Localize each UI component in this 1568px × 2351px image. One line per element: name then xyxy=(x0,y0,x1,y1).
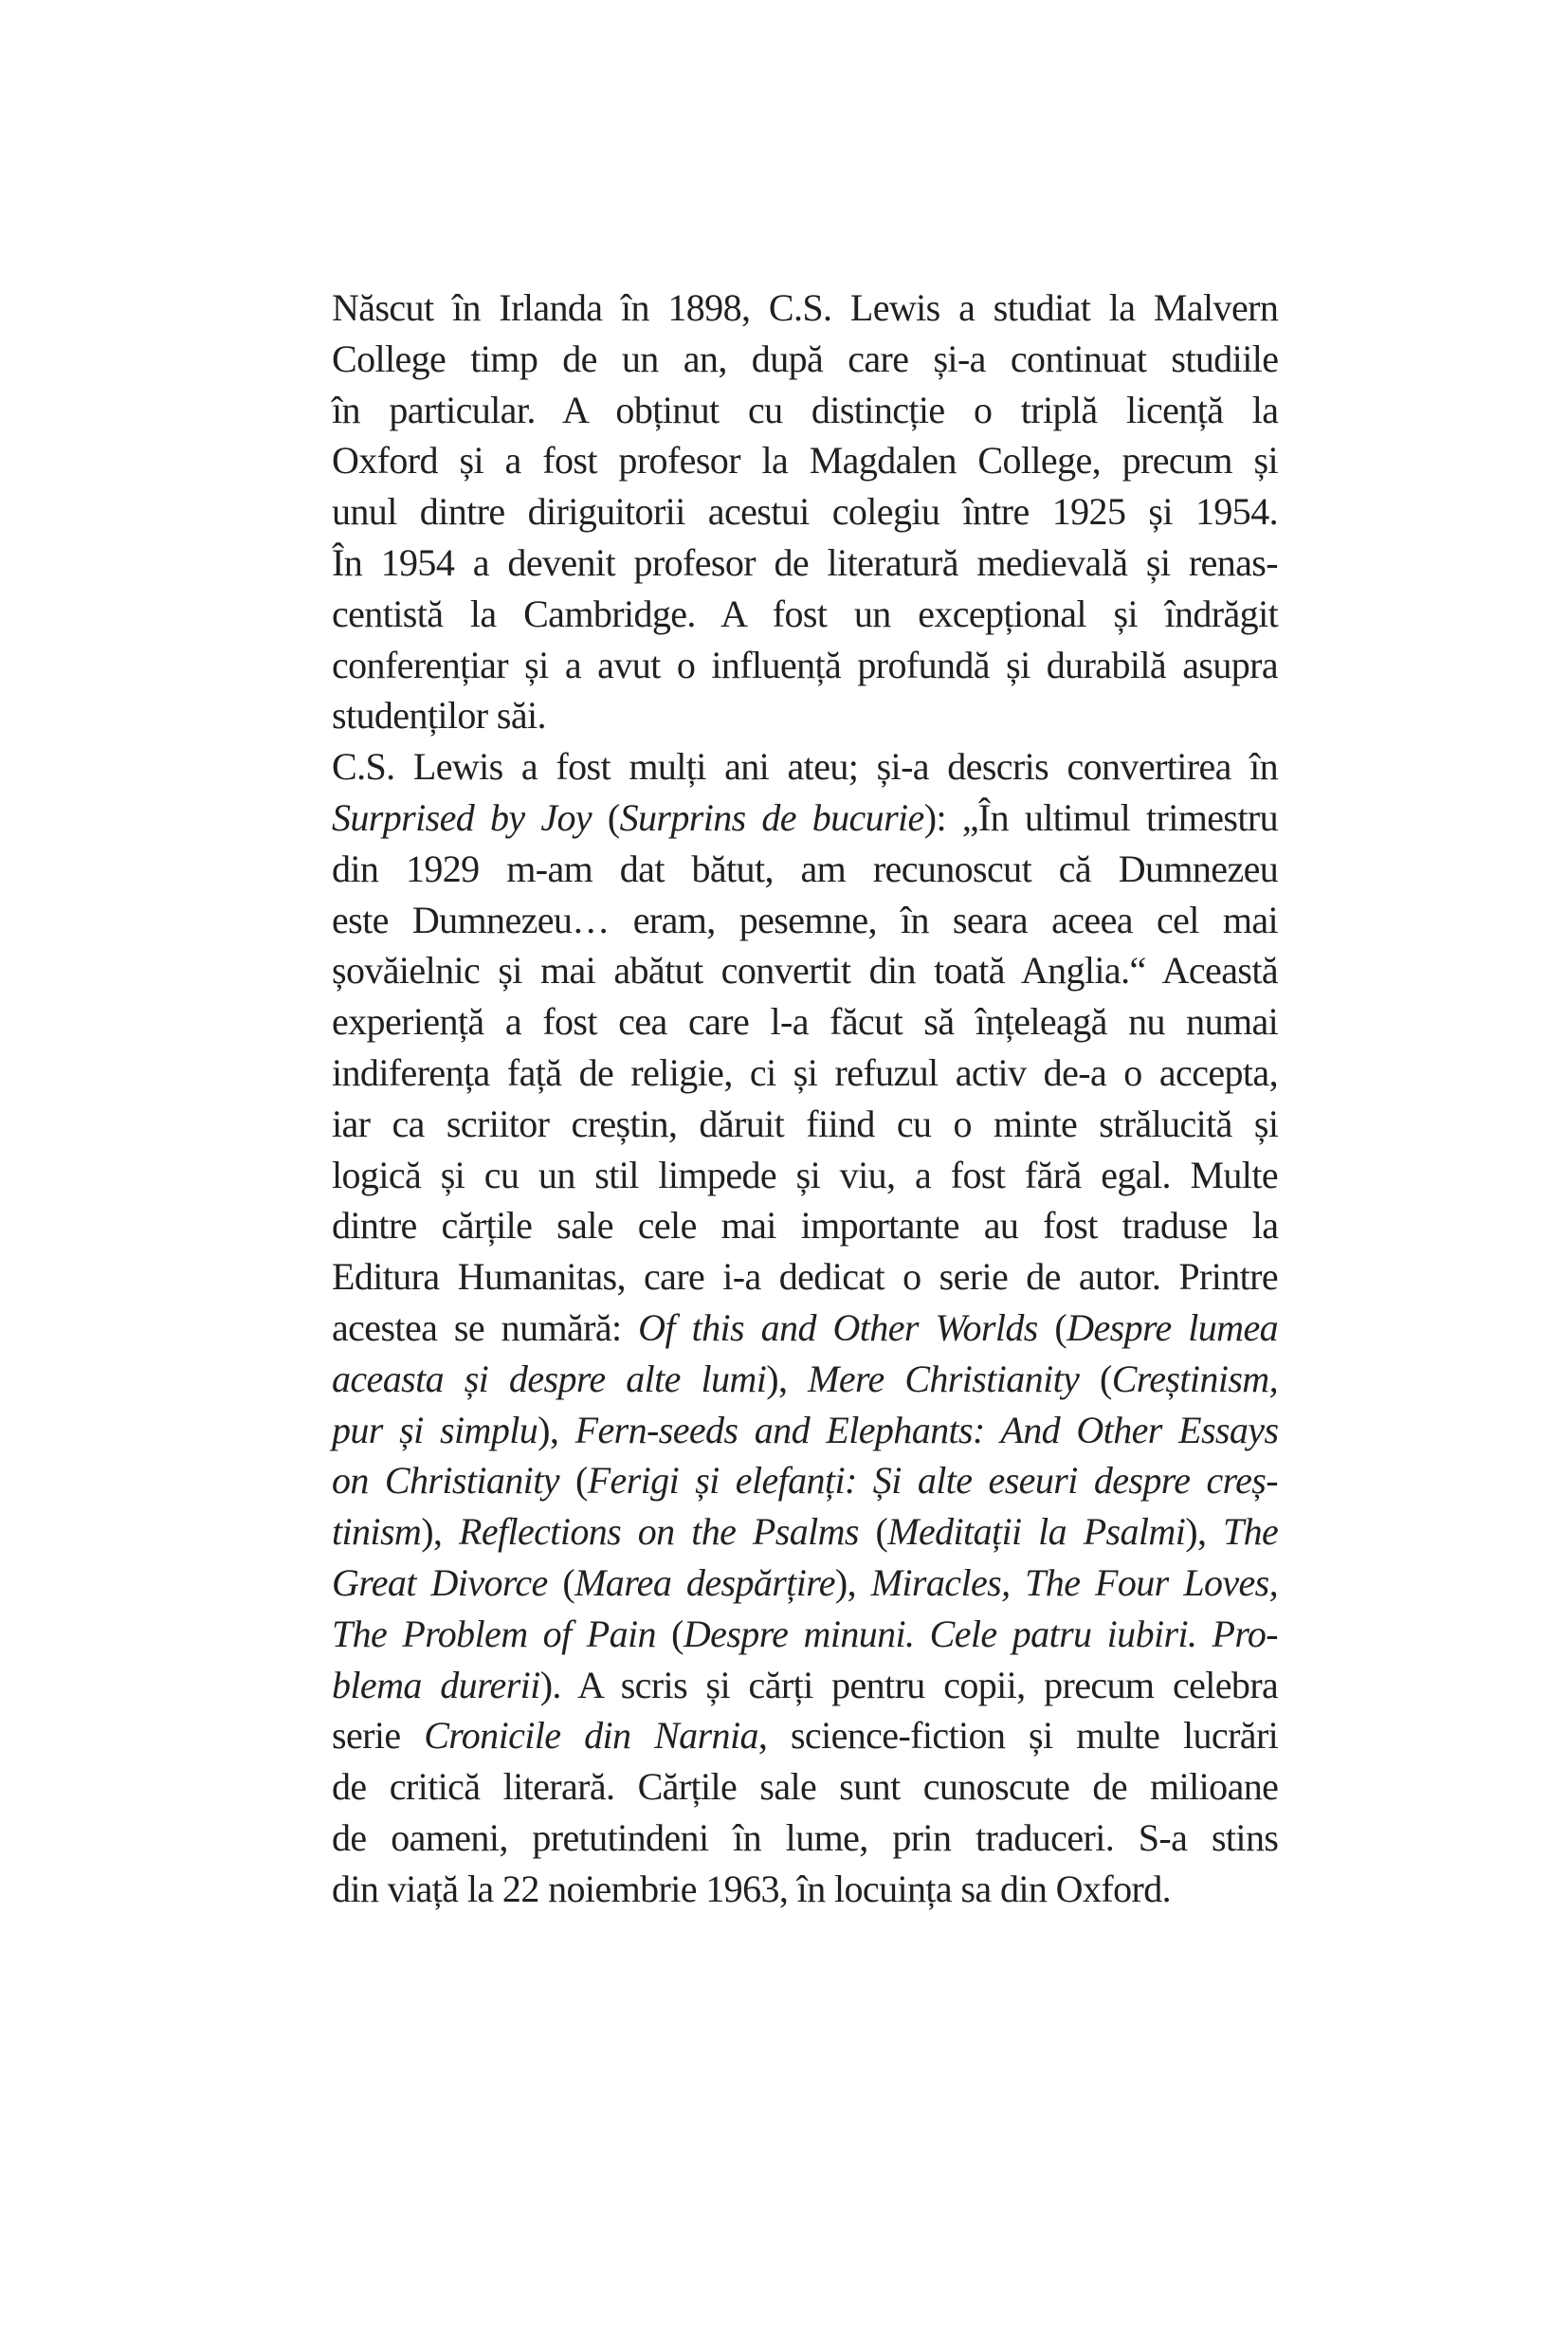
author-biography-text xyxy=(332,282,1278,1915)
body-text: șovăielnic și mai abătut convertit din toată Anglia.“ Această xyxy=(332,949,1278,993)
body-text: Oxford și a fost profesor la Magdalen College, precum și xyxy=(332,439,1278,483)
conversion-and-works-paragraph-line xyxy=(332,1558,1278,1609)
conversion-and-works-paragraph-line xyxy=(332,1506,1278,1558)
conversion-and-works-paragraph-line xyxy=(332,1200,1278,1251)
body-text: acestea se numără: xyxy=(332,1305,639,1349)
conversion-and-works-paragraph-line xyxy=(332,793,1278,844)
italic-title-text: tinism xyxy=(332,1510,422,1554)
conversion-and-works-paragraph-line xyxy=(332,945,1278,996)
body-text: serie xyxy=(332,1714,425,1758)
body-text: ), xyxy=(538,1408,575,1451)
italic-title-text: Despre lumea xyxy=(1067,1305,1279,1349)
conversion-and-works-paragraph-line xyxy=(332,1813,1278,1864)
conversion-and-works-paragraph-line xyxy=(332,1405,1278,1456)
body-text: ( xyxy=(858,1510,888,1554)
italic-title-text: Marea despărțire xyxy=(574,1560,835,1604)
body-text: ): „În ultimul trimestru xyxy=(923,795,1279,839)
italic-title-text: Surprised by Joy xyxy=(332,795,593,839)
conversion-and-works-paragraph-line xyxy=(332,741,1278,793)
body-text: ), xyxy=(834,1560,871,1604)
body-text: ( xyxy=(1037,1305,1067,1349)
italic-title-text: The Problem of Pain xyxy=(332,1612,656,1655)
body-text: Editura Humanitas, care i-a dedicat o serie de autor. Printre xyxy=(332,1255,1278,1299)
italic-title-text: pur și simplu xyxy=(332,1408,538,1451)
body-text: este Dumnezeu… eram, pesemne, în seara aceea cel mai xyxy=(332,898,1278,941)
conversion-and-works-paragraph-line xyxy=(332,996,1278,1048)
italic-title-text: aceasta și despre alte lumi xyxy=(332,1357,767,1400)
conversion-and-works-paragraph-line xyxy=(332,1609,1278,1660)
italic-title-text: Miracles, The Four Loves, xyxy=(870,1560,1279,1604)
body-text: experiență a fost cea care l-a făcut să înțeleagă nu numai xyxy=(332,1000,1279,1044)
body-text: ). A scris și cărți pentru copii, precum celebra xyxy=(539,1663,1279,1706)
body-text: ), xyxy=(421,1510,459,1554)
body-text: , science-fiction și multe lucrări xyxy=(757,1714,1279,1758)
biography-paragraph-line xyxy=(332,640,1278,691)
body-text: din viață la 22 noiembrie 1963, în locuința sa din Oxford. xyxy=(332,1867,1172,1910)
body-text: Născut în Irlanda în 1898, C.S. Lewis a studiat la Malvern xyxy=(332,286,1279,329)
body-text: unul dintre diriguitorii acestui colegiu între 1925 și 1954. xyxy=(332,490,1278,534)
conversion-and-works-paragraph-line xyxy=(332,1864,1278,1915)
body-text: studenților săi. xyxy=(332,694,546,738)
italic-title-text: Despre minuni. Cele patru iubiri. Pro- xyxy=(683,1612,1278,1655)
body-text: ( xyxy=(592,795,620,839)
conversion-and-works-paragraph-line xyxy=(332,1150,1278,1201)
body-text: în particular. A obținut cu distincție o triplă licență la xyxy=(332,388,1279,431)
body-text: College timp de un an, după care și-a continuat studiile xyxy=(332,337,1279,380)
conversion-and-works-paragraph-line xyxy=(332,895,1278,946)
body-text: C.S. Lewis a fost mulți ani ateu; și-a descris convertirea în xyxy=(332,745,1278,789)
biography-paragraph-line xyxy=(332,589,1278,640)
conversion-and-works-paragraph-line xyxy=(332,1303,1278,1354)
body-text: ), xyxy=(766,1357,809,1400)
body-text: din 1929 m-am dat bătut, am recunoscut că Dumnezeu xyxy=(332,847,1279,890)
biography-paragraph-line xyxy=(332,486,1278,538)
conversion-and-works-paragraph-line xyxy=(332,1354,1278,1405)
conversion-and-works-paragraph-line xyxy=(332,1251,1278,1303)
italic-title-text: Meditații la Psalmi xyxy=(887,1510,1186,1554)
biography-paragraph-line xyxy=(332,282,1278,334)
italic-title-text: Of this and Other Worlds xyxy=(638,1305,1038,1349)
conversion-and-works-paragraph-line xyxy=(332,1761,1278,1813)
body-text: ( xyxy=(1079,1357,1112,1400)
italic-title-text: Creștinism, xyxy=(1111,1357,1278,1400)
body-text: logică și cu un stil limpede și viu, a fost fără egal. Multe xyxy=(332,1153,1278,1196)
italic-title-text: Great Divorce xyxy=(332,1560,548,1604)
italic-title-text: Reflections on the Psalms xyxy=(458,1510,859,1554)
body-text: ( xyxy=(558,1459,588,1503)
italic-title-text: Fern-seeds and Elephants: And Other Essays xyxy=(574,1408,1279,1451)
body-text: ), xyxy=(1185,1510,1224,1554)
italic-title-text: Cronicile din Narnia xyxy=(424,1714,758,1758)
body-text: ( xyxy=(547,1560,575,1604)
italic-title-text: on Christianity xyxy=(332,1459,559,1503)
conversion-and-works-paragraph-line xyxy=(332,1710,1278,1761)
biography-paragraph-line xyxy=(332,538,1278,589)
body-text: indiferența față de religie, ci și refuzul activ de-a o accepta, xyxy=(332,1050,1278,1094)
body-text: dintre cărțile sale cele mai importante au fost traduse la xyxy=(332,1204,1279,1248)
body-text: În 1954 a devenit profesor de literatură medievală și renas- xyxy=(332,540,1278,584)
biography-paragraph-line xyxy=(332,690,1278,741)
biography-paragraph-line xyxy=(332,435,1278,486)
italic-title-text: Mere Christianity xyxy=(808,1357,1080,1400)
conversion-and-works-paragraph-line xyxy=(332,1048,1278,1099)
italic-title-text: Ferigi și elefanți: Și alte eseuri despre creș- xyxy=(587,1459,1278,1503)
body-text: de oameni, pretutindeni în lume, prin traduceri. S-a stins xyxy=(332,1815,1279,1859)
conversion-and-works-paragraph-line xyxy=(332,844,1278,895)
conversion-and-works-paragraph-line xyxy=(332,1660,1278,1711)
body-text: de critică literară. Cărțile sale sunt cunoscute de milioane xyxy=(332,1765,1279,1809)
biography-paragraph-line xyxy=(332,385,1278,436)
italic-title-text: The xyxy=(1223,1510,1279,1554)
italic-title-text: blema durerii xyxy=(332,1663,540,1706)
italic-title-text: Surprins de bucurie xyxy=(619,795,924,839)
body-text: conferențiar și a avut o influență profundă și durabilă asupra xyxy=(332,643,1278,686)
conversion-and-works-paragraph-line xyxy=(332,1455,1278,1506)
body-text: ( xyxy=(655,1612,684,1655)
body-text: centistă la Cambridge. A fost un excepțional și îndrăgit xyxy=(332,592,1279,635)
biography-paragraph-line xyxy=(332,334,1278,385)
conversion-and-works-paragraph-line xyxy=(332,1099,1278,1150)
body-text: iar ca scriitor creștin, dăruit fiind cu o minte strălucită și xyxy=(332,1102,1279,1145)
